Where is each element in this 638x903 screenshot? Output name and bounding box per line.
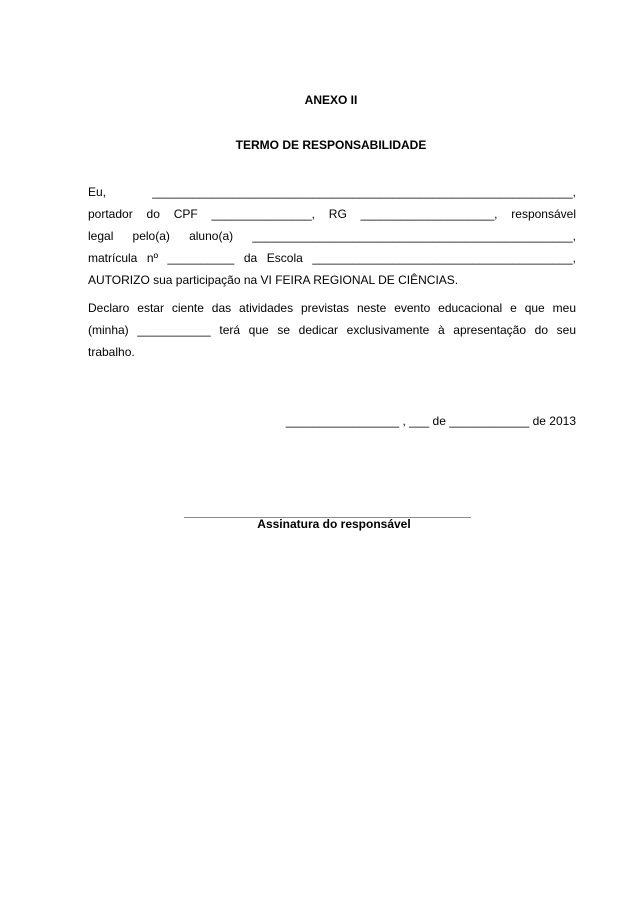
signature-line: ___________________________________________ [184,505,471,519]
registration-school-line: matrícula nº __________ da Escola _______________________________________, [88,251,576,265]
term-title: TERMO DE RESPONSABILIDADE [235,138,427,152]
declaration-paragraph [88,297,576,363]
annex-title: ANEXO II [304,93,358,107]
signature-label: Assinatura do responsável [257,517,411,531]
declaration-line-2: (minha) ___________ terá que se dedicar exclusivamente à apresentação do seu [88,323,576,337]
guardian-name-line: Eu, _______________________________________________________________, [88,185,576,199]
authorization-paragraph [88,181,576,291]
date-line: _________________ , ___ de ____________ de 2013 [285,414,576,428]
declaration-line-3: trabalho. [88,345,135,359]
cpf-rg-line: portador do CPF _______________, RG ____________________, responsável [88,207,576,221]
student-name-line: legal pelo(a) aluno(a) ________________________________________________, [88,229,576,243]
authorization-line: AUTORIZO sua participação na VI FEIRA REGIONAL DE CIÊNCIAS. [88,273,459,287]
declaration-line-1: Declaro estar ciente das atividades previstas neste evento educacional e que meu [88,301,576,315]
